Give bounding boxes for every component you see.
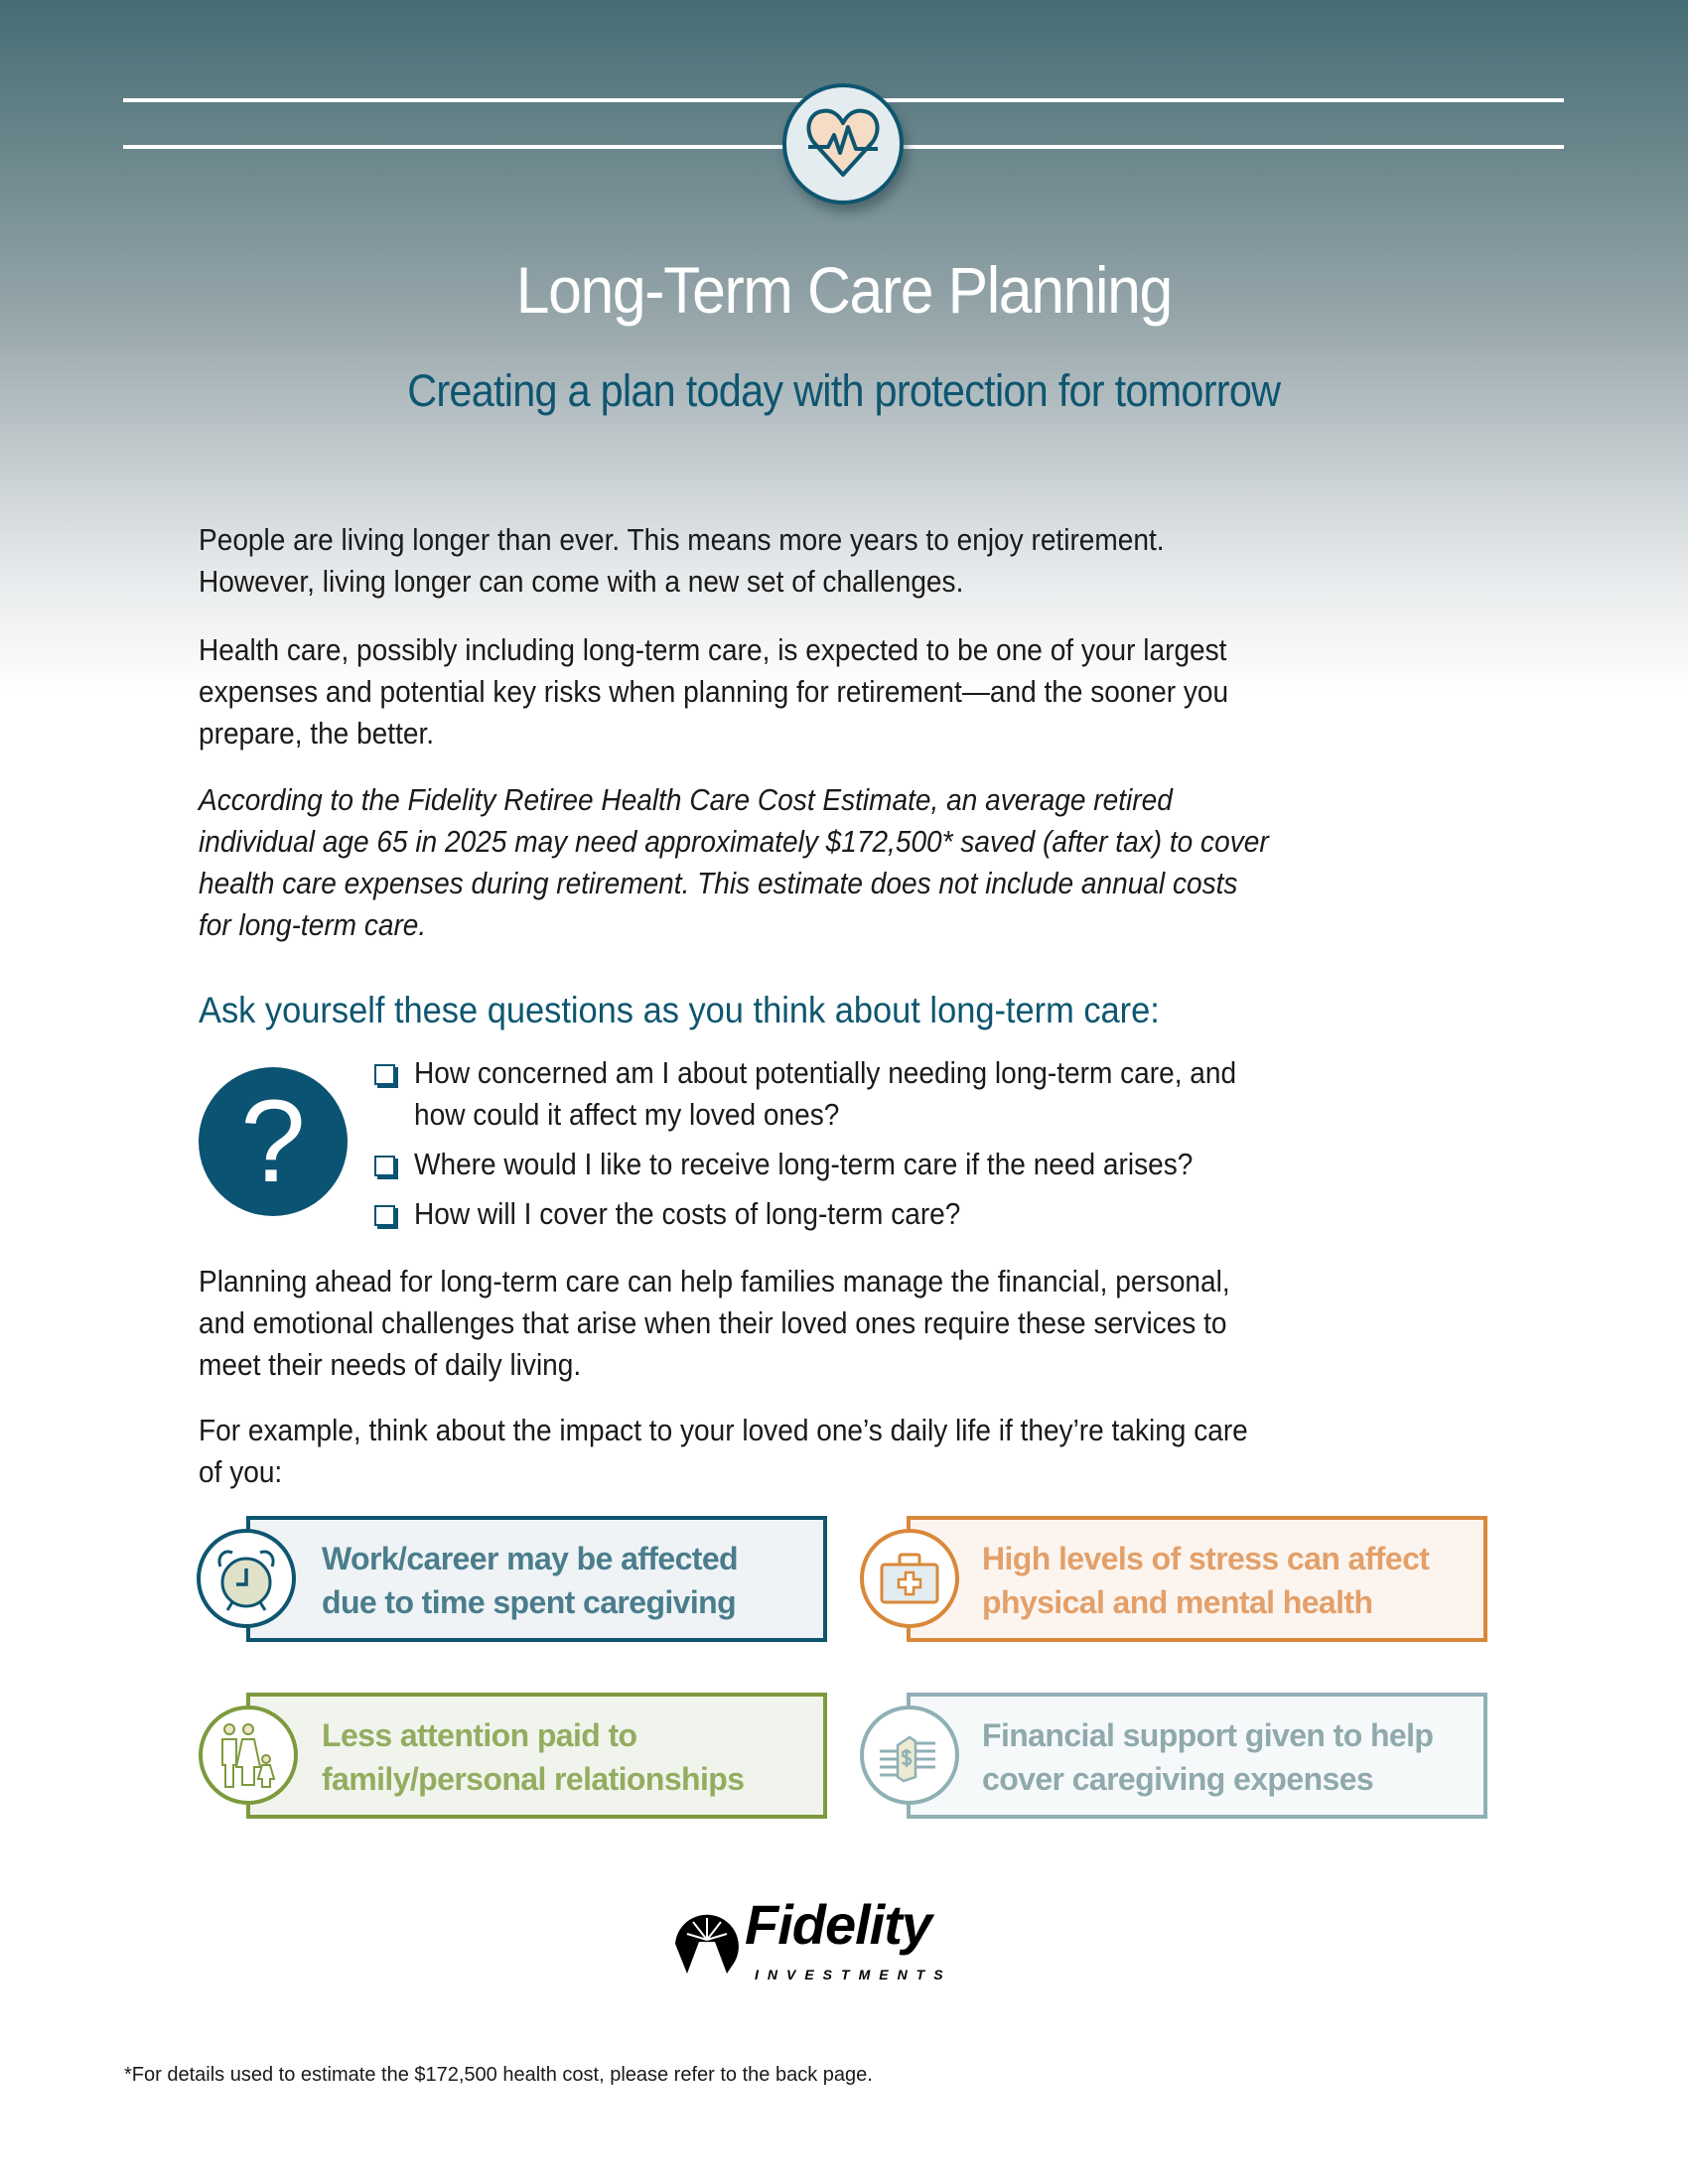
questions-checklist (374, 1052, 1486, 1243)
impact-line: cover caregiving expenses (982, 1761, 1374, 1797)
impact-card-work (246, 1516, 827, 1642)
alarm-clock-icon (197, 1529, 296, 1628)
impact-line: Financial support given to help (982, 1717, 1434, 1753)
text-line: and emotional challenges that arise when their loved ones require these services to (199, 1305, 1227, 1340)
text-line: However, living longer can come with a new set of challenges. (199, 564, 964, 599)
question-mark-icon (199, 1067, 348, 1216)
question-mark-glyph: ? (240, 1076, 306, 1207)
impact-line: Less attention paid to (322, 1717, 637, 1753)
text-line: for long-term care. (199, 907, 427, 942)
impact-text (982, 1537, 1429, 1624)
text-line: health care expenses during retirement. This estimate does not include annual costs (199, 866, 1238, 900)
logo-subtext: INVESTMENTS (755, 1967, 952, 1982)
impact-line: family/personal relationships (322, 1761, 745, 1797)
text-line: Health care, possibly including long-term care, is expected to be one of your largest (199, 632, 1227, 667)
planning-paragraph (199, 1261, 1509, 1386)
text-line: Planning ahead for long-term care can help families manage the financial, personal, (199, 1264, 1230, 1298)
impact-line: Work/career may be affected (322, 1541, 738, 1576)
page-subtitle-text: Creating a plan today with protection for tomorrow (407, 365, 1281, 416)
question-text: How concerned am I about potentially needing long-term care, and (414, 1055, 1237, 1090)
page-title-text: Long-Term Care Planning (515, 253, 1173, 327)
first-aid-kit-icon (860, 1529, 959, 1628)
intro-paragraph-1 (199, 519, 1509, 603)
text-line: prepare, the better. (199, 716, 435, 751)
question-item (374, 1052, 1486, 1136)
impact-line: High levels of stress can affect (982, 1541, 1430, 1576)
family-icon (199, 1706, 298, 1805)
question-item (374, 1193, 1486, 1235)
cost-estimate-paragraph (199, 779, 1509, 946)
text-line: According to the Fidelity Retiree Health Care Cost Estimate, an average retired (199, 782, 1173, 817)
heartbeat-icon (782, 83, 904, 205)
intro-paragraph-2 (199, 629, 1509, 754)
question-text: How will I cover the costs of long-term care? (414, 1196, 961, 1231)
impact-line: due to time spent caregiving (322, 1584, 737, 1620)
impact-text (322, 1713, 744, 1801)
impact-card-stress (907, 1516, 1487, 1642)
questions-heading: Ask yourself these questions as you think about long-term care: (199, 990, 1160, 1030)
text-line: People are living longer than ever. This means more years to enjoy retirement. (199, 522, 1165, 557)
text-line: meet their needs of daily living. (199, 1347, 582, 1382)
example-paragraph (199, 1410, 1509, 1493)
impact-text (322, 1537, 738, 1624)
logo-wordmark: Fidelity (745, 1893, 932, 1956)
question-text: Where would I like to receive long-term care if the need arises? (414, 1147, 1194, 1181)
fidelity-logo (671, 1894, 1029, 1993)
fidelity-pyramid-icon (671, 1900, 743, 1979)
impact-line: physical and mental health (982, 1584, 1373, 1620)
checkbox[interactable] (374, 1205, 395, 1226)
text-line: expenses and potential key risks when planning for retirement—and the sooner you (199, 674, 1229, 709)
impact-card-family (246, 1693, 827, 1819)
text-line: For example, think about the impact to your loved one’s daily life if they’re taking care (199, 1413, 1248, 1447)
checkbox[interactable] (374, 1156, 395, 1176)
page-subtitle (0, 361, 1688, 421)
page-title (0, 250, 1688, 330)
impact-card-financial (907, 1693, 1487, 1819)
impact-text (982, 1713, 1433, 1801)
question-item (374, 1144, 1486, 1185)
footnote: *For details used to estimate the $172,500 health cost, please refer to the back page. (124, 2064, 873, 2086)
text-line: individual age 65 in 2025 may need approximately $172,500* saved (after tax) to cover (199, 824, 1269, 859)
money-stack-icon (860, 1706, 959, 1805)
question-text: how could it affect my loved ones? (414, 1097, 840, 1132)
checkbox[interactable] (374, 1064, 395, 1085)
text-line: of you: (199, 1454, 283, 1489)
